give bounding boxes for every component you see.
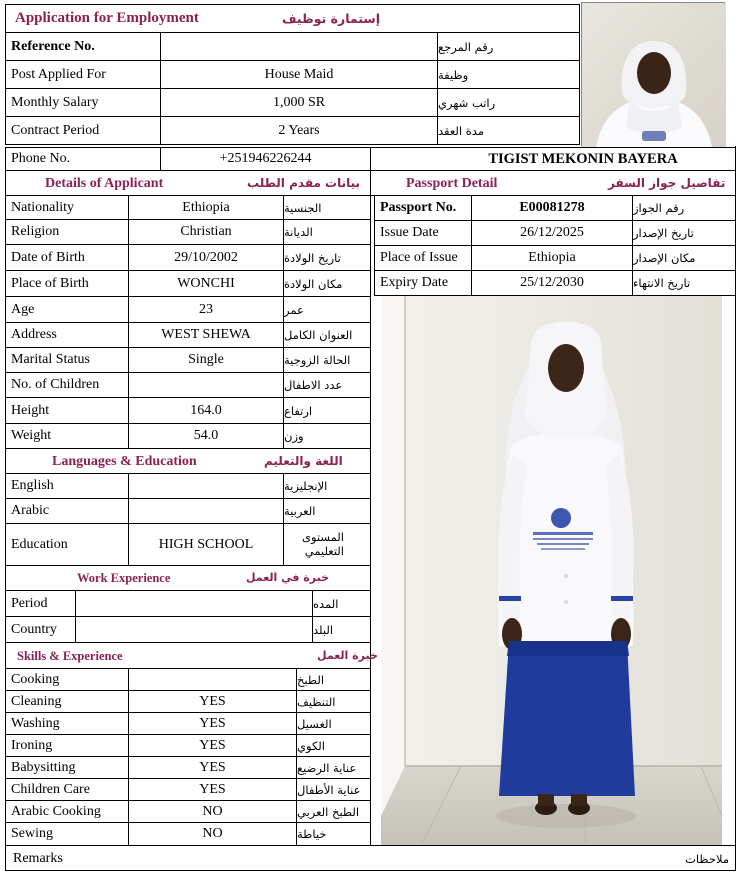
country-value <box>75 616 313 643</box>
nationality-label: Nationality <box>5 195 129 220</box>
age-label-ar: عمر <box>283 296 371 323</box>
arabic-label: Arabic <box>5 498 129 524</box>
full-body-image <box>381 296 722 846</box>
cooking-label-ar: الطبخ <box>296 668 371 691</box>
english-value <box>128 473 284 499</box>
pob-label-ar: مكان الولادة <box>283 270 371 297</box>
remarks-label-ar: ملاحظات <box>685 852 729 866</box>
cleaning-label-ar: التنظيف <box>296 690 371 713</box>
period-label: Period <box>5 590 76 617</box>
form-title-en: Application for Employment <box>15 10 199 26</box>
header-bar <box>5 4 580 33</box>
arabic-cooking-label-ar: الطبخ العربي <box>296 800 371 823</box>
expiry-date-value: 25/12/2030 <box>471 270 633 296</box>
right-panel-border <box>735 146 736 846</box>
religion-label-ar: الديانة <box>283 219 371 245</box>
skills-section-header <box>5 642 378 669</box>
arabic-cooking-label: Arabic Cooking <box>5 800 129 823</box>
post-label-ar: وظيفة <box>437 60 580 89</box>
issue-date-label: Issue Date <box>374 220 472 246</box>
passport-section-title-en: Passport Detail <box>406 176 498 191</box>
reference-label-ar: رقم المرجع <box>437 32 580 61</box>
work-section-title-en: Work Experience <box>77 571 171 585</box>
ironing-label: Ironing <box>5 734 129 757</box>
applicant-name: TIGIST MEKONIN BAYERA <box>370 147 736 171</box>
passport-no-value: E00081278 <box>471 195 633 221</box>
period-value <box>75 590 313 617</box>
washing-label-ar: الغسيل <box>296 712 371 735</box>
issue-date-value: 26/12/2025 <box>471 220 633 246</box>
marital-label-ar: الحالة الزوجية <box>283 347 371 373</box>
cleaning-value: YES <box>128 690 297 713</box>
applicant-section-header <box>5 170 371 196</box>
work-section-title-ar: خبرة في العمل <box>246 571 330 584</box>
reference-value <box>160 32 438 61</box>
contract-label: Contract Period <box>5 116 161 145</box>
expiry-date-label-ar: تاريخ الانتهاء <box>632 270 736 296</box>
cooking-value <box>128 668 297 691</box>
education-label: Education <box>5 523 129 566</box>
sewing-label-ar: خياطة <box>296 822 371 846</box>
salary-value: 1,000 SR <box>160 88 438 117</box>
babysitting-value: YES <box>128 756 297 779</box>
address-value: WEST SHEWA <box>128 322 284 348</box>
children-care-label-ar: عناية الأطفال <box>296 778 371 801</box>
address-label: Address <box>5 322 129 348</box>
pob-label: Place of Birth <box>5 270 129 297</box>
applicant-headshot-photo <box>581 2 725 146</box>
passport-section-title-ar: تفاصيل جواز السفر <box>608 176 726 190</box>
place-of-issue-label: Place of Issue <box>374 245 472 271</box>
marital-value: Single <box>128 347 284 373</box>
cooking-label: Cooking <box>5 668 129 691</box>
remarks-label-en: Remarks <box>13 851 63 866</box>
issue-date-label-ar: تاريخ الإصدار <box>632 220 736 246</box>
weight-value: 54.0 <box>128 423 284 449</box>
applicant-full-body-photo <box>381 296 722 846</box>
languages-section-header <box>5 448 371 474</box>
height-value: 164.0 <box>128 397 284 424</box>
passport-section-header <box>370 170 736 196</box>
salary-label-ar: راتب شهري <box>437 88 580 117</box>
washing-label: Washing <box>5 712 129 735</box>
passport-no-label-ar: رقم الجواز <box>632 195 736 221</box>
form-title-ar: إستمارة توظيف <box>282 11 380 26</box>
applicant-section-title-ar: بيانات مقدم الطلب <box>247 176 361 190</box>
phone-value: +251946226244 <box>160 147 371 171</box>
ironing-label-ar: الكوي <box>296 734 371 757</box>
post-label: Post Applied For <box>5 60 161 89</box>
languages-section-title-en: Languages & Education <box>52 454 197 469</box>
weight-label-ar: وزن <box>283 423 371 449</box>
skills-section-title-ar: خبرة العمل <box>317 649 378 662</box>
education-label-ar-cell <box>283 523 371 566</box>
education-value: HIGH SCHOOL <box>128 523 284 566</box>
arabic-value <box>128 498 284 524</box>
cleaning-label: Cleaning <box>5 690 129 713</box>
children-care-value: YES <box>128 778 297 801</box>
washing-value: YES <box>128 712 297 735</box>
babysitting-label: Babysitting <box>5 756 129 779</box>
weight-label: Weight <box>5 423 129 449</box>
skills-section-title-en: Skills & Experience <box>17 649 123 663</box>
sewing-value: NO <box>128 822 297 846</box>
dob-label: Date of Birth <box>5 244 129 271</box>
education-label-ar: المستوى التعليمي <box>301 530 344 558</box>
age-value: 23 <box>128 296 284 323</box>
remarks-row <box>5 845 736 871</box>
expiry-date-label: Expiry Date <box>374 270 472 296</box>
country-label-ar: البلد <box>312 616 371 643</box>
reference-label: Reference No. <box>5 32 161 61</box>
contract-value: 2 Years <box>160 116 438 145</box>
religion-label: Religion <box>5 219 129 245</box>
sewing-label: Sewing <box>5 822 129 846</box>
post-value: House Maid <box>160 60 438 89</box>
address-label-ar: العنوان الكامل <box>283 322 371 348</box>
arabic-cooking-value: NO <box>128 800 297 823</box>
babysitting-label-ar: عناية الرضيع <box>296 756 371 779</box>
religion-value: Christian <box>128 219 284 245</box>
dob-label-ar: تاريخ الولادة <box>283 244 371 271</box>
country-label: Country <box>5 616 76 643</box>
contract-label-ar: مدة العقد <box>437 116 580 145</box>
height-label-ar: ارتفاع <box>283 397 371 424</box>
dob-value: 29/10/2002 <box>128 244 284 271</box>
place-of-issue-label-ar: مكان الإصدار <box>632 245 736 271</box>
pob-value: WONCHI <box>128 270 284 297</box>
arabic-label-ar: العربية <box>283 498 371 524</box>
passport-no-label: Passport No. <box>374 195 472 221</box>
portrait-image <box>582 3 726 147</box>
period-label-ar: المده <box>312 590 371 617</box>
marital-label: Marital Status <box>5 347 129 373</box>
phone-label: Phone No. <box>5 147 161 171</box>
work-section-header <box>5 565 371 591</box>
salary-label: Monthly Salary <box>5 88 161 117</box>
place-of-issue-value: Ethiopia <box>471 245 633 271</box>
english-label-ar: الإنجليزية <box>283 473 371 499</box>
ironing-value: YES <box>128 734 297 757</box>
english-label: English <box>5 473 129 499</box>
height-label: Height <box>5 397 129 424</box>
applicant-section-title-en: Details of Applicant <box>45 176 164 191</box>
children-label-ar: عدد الاطفال <box>283 372 371 398</box>
nationality-value: Ethiopia <box>128 195 284 220</box>
children-care-label: Children Care <box>5 778 129 801</box>
nationality-label-ar: الجنسية <box>283 195 371 220</box>
languages-section-title-ar: اللغة والتعليم <box>264 454 343 468</box>
age-label: Age <box>5 296 129 323</box>
children-value <box>128 372 284 398</box>
children-label: No. of Children <box>5 372 129 398</box>
